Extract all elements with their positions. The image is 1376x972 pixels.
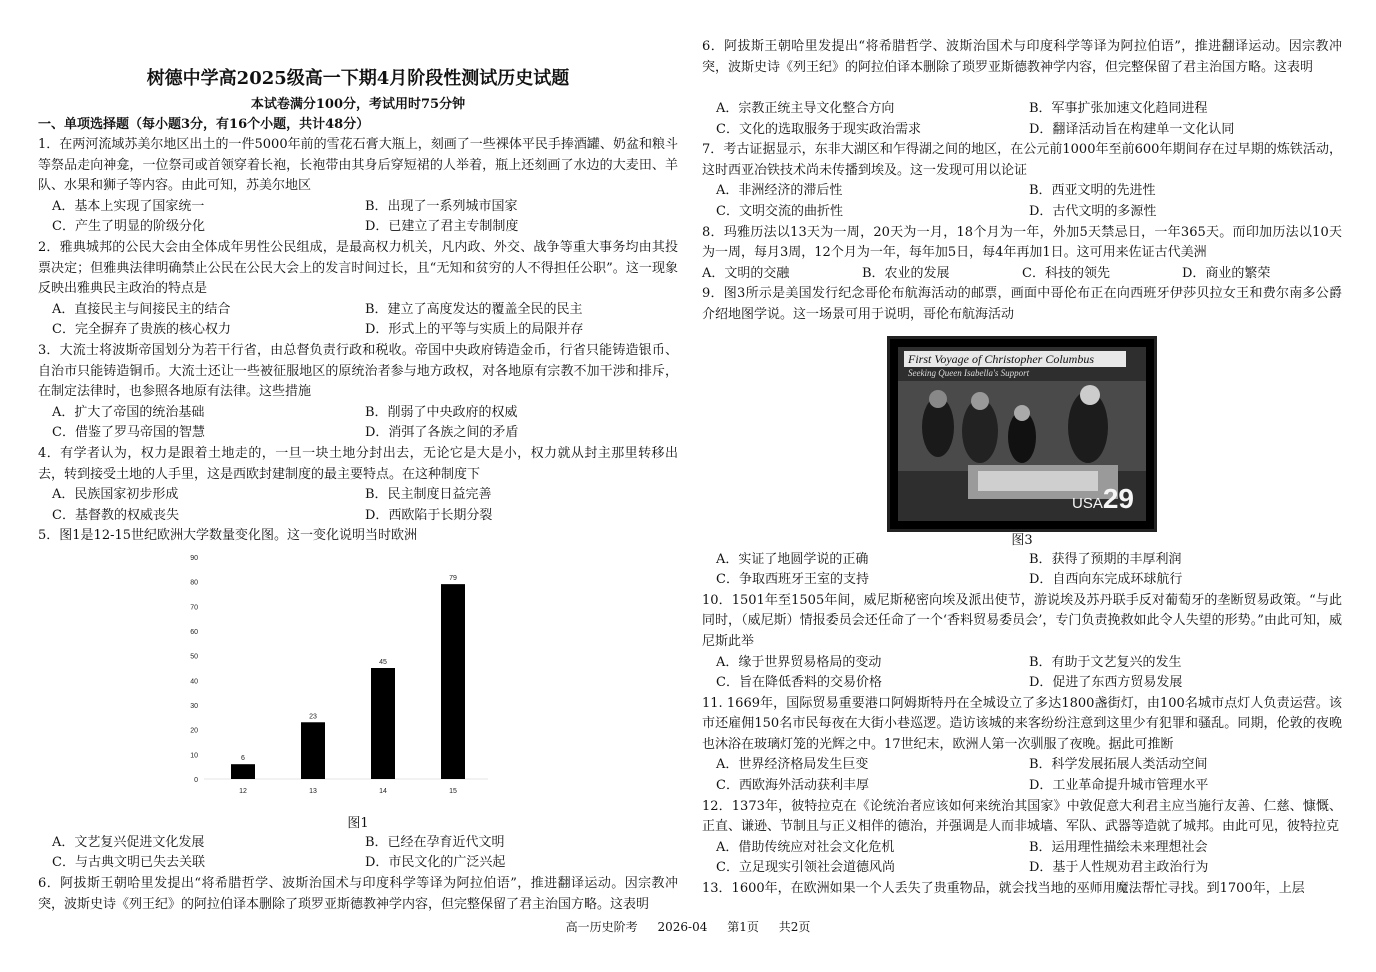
y-tick-label: 20 — [190, 727, 198, 735]
footer-course: 高一历史阶考 — [565, 920, 638, 934]
question-11 — [702, 694, 1342, 797]
option-b[interactable]: B．出现了一系列城市国家 — [365, 198, 518, 214]
option-b[interactable]: B．削弱了中央政府的权威 — [365, 404, 518, 420]
y-tick-label: 70 — [190, 604, 198, 612]
option-c[interactable]: C．产生了明显的阶级分化 — [52, 219, 205, 235]
bar-12 — [231, 764, 255, 779]
option-a[interactable]: A．实证了地圆学说的正确 — [716, 551, 869, 567]
question-stem: 13．1600年，在欧洲如果一个人丢失了贵重物品，就会找当地的巫师用魔法帮忙寻找。到1700年，上层 — [702, 881, 1305, 897]
question-2 — [38, 238, 678, 341]
option-c[interactable]: C．立足现实引领社会道德风尚 — [716, 860, 895, 876]
option-d[interactable]: D．商业的繁荣 — [1182, 265, 1271, 281]
question-stem: 2．雅典城邦的公民大会由全体成年男性公民组成，是最高权力机关，凡内政、外交、战争等重大事务均由其投票决定；但雅典法律明确禁止公民在公民大会上的发言时间过长，且“无知和贫穷的人不得担任公职”。这一现象反映出雅典民主政治的特点是 — [38, 239, 678, 297]
question-stem: 1．在两河流域苏美尔地区出土的一件5000年前的雪花石膏大瓶上，刻画了一些裸体平民手捧酒罐、奶盆和粮斗等祭品走向神龛，一位祭司或首领穿着长袍，长袍带由其身后穿短裙的人举着，瓶上还刻画了水边的大麦田、羊队、水果和狮子等内容。由此可知，苏美尔地区 — [38, 137, 678, 194]
option-b[interactable]: B．运用理性描绘未来理想社会 — [1029, 839, 1208, 855]
option-c[interactable]: C．争取西班牙王室的支持 — [716, 572, 869, 588]
option-b[interactable]: B．获得了预期的丰厚利润 — [1029, 551, 1182, 567]
option-d[interactable]: D．市民文化的广泛兴起 — [365, 855, 506, 871]
option-d[interactable]: D．促进了东西方贸易发展 — [1029, 675, 1183, 691]
data-label-13: 23 — [309, 713, 317, 721]
y-tick-label: 60 — [190, 628, 198, 636]
option-c[interactable]: C．文明交流的曲折性 — [716, 203, 843, 219]
question-stem: 11. 1669年，国际贸易重要港口阿姆斯特丹在全城设立了多达1800盏街灯，由100名城市点灯人负责运营。该市还雇佣150名市民每夜在大街小巷巡逻。造访该城的来客纷纷注意到这里少有犯罪和骚乱。同期，伦敦的夜晚也沐浴在玻璃灯笼的光辉之中。17世纪末，欧洲人第一次驯服了夜晚。据此可推断 — [702, 695, 1342, 752]
question-6-text: 6．阿拔斯王朝哈里发提出“将希腊哲学、波斯治国术与印度科学等译为阿拉伯语”，推进翻译运动。因宗教冲突，波斯史诗《列王纪》的阿拉伯译本删除了琐罗亚斯德教神学内容，但完整保留了君主治国方略。这表明 — [702, 39, 1342, 75]
footer-date: 2026-04 — [657, 920, 708, 934]
question-stem: 6．阿拔斯王朝哈里发提出“将希腊哲学、波斯治国术与印度科学等译为阿拉伯语”，推进翻译运动。因宗教冲突，波斯史诗《列王纪》的阿拉伯译本删除了琐罗亚斯德教神学内容，但完整保留了君主治国方略。这表明 — [38, 876, 678, 912]
question-stem-continued — [702, 39, 1342, 99]
options — [38, 403, 678, 444]
question-1 — [38, 135, 678, 238]
section-heading: 一、单项选择题（每小题3分，有16个小题，共计48分） — [38, 117, 370, 132]
option-d[interactable]: D．形式上的平等与实质上的局限并存 — [365, 322, 584, 338]
footer-total: 共2页 — [778, 920, 811, 934]
option-a[interactable]: A．宗教正统主导文化整合方向 — [716, 101, 895, 116]
question-4 — [38, 444, 678, 526]
option-c[interactable]: C．基督教的权威丧失 — [52, 507, 179, 523]
data-label-15: 79 — [449, 575, 457, 583]
option-b[interactable]: B．民主制度日益完善 — [365, 487, 492, 503]
option-d[interactable]: D．已建立了君主专制制度 — [365, 219, 519, 235]
option-d[interactable]: D．翻译活动旨在构建单一文化认同 — [1029, 121, 1235, 137]
figure-caption: 图3 — [1011, 532, 1033, 548]
stamp-picture — [898, 347, 1146, 521]
bar-chart-svg — [178, 547, 498, 805]
option-a[interactable]: A．非洲经济的滞后性 — [716, 183, 843, 199]
option-b[interactable]: B．农业的发展 — [862, 265, 950, 281]
option-a[interactable]: A．直接民主与间接民主的结合 — [52, 301, 231, 317]
option-b[interactable]: B．军事扩张加速文化趋同进程 — [1029, 101, 1208, 116]
x-tick-label-13: 13 — [309, 787, 317, 795]
question-6-continued — [702, 39, 1342, 140]
option-a[interactable]: A．文艺复兴促进文化发展 — [52, 834, 205, 850]
question-6 — [38, 874, 678, 912]
option-a[interactable]: A．借助传统应对社会文化危机 — [716, 839, 895, 855]
y-tick-label: 50 — [190, 653, 198, 661]
y-tick-label: 40 — [190, 678, 198, 686]
option-c[interactable]: C．科技的领先 — [1022, 265, 1110, 281]
options — [702, 181, 1342, 222]
y-tick-label: 80 — [190, 579, 198, 587]
question-stem: 8．玛雅历法以13天为一周，20天为一月，18个月为一年，外加5天禁忌日，一年365天。而印加历法以10天为一周，每月3周，12个月为一年，每年加5日，每4年再加1日。这可用来佐证古代美洲 — [702, 224, 1342, 261]
option-c[interactable]: C．借鉴了罗马帝国的智慧 — [52, 425, 205, 441]
option-a[interactable]: A．缘于世界贸易格局的变动 — [716, 654, 882, 670]
option-a[interactable]: A．文明的交融 — [702, 265, 790, 281]
right-column — [702, 0, 1342, 900]
exam-title: 树德中学高2025级高一下期4月阶段性测试历史试题 — [146, 68, 570, 89]
option-b[interactable]: B．建立了高度发达的覆盖全民的民主 — [365, 301, 583, 317]
option-b[interactable]: B．有助于文艺复兴的发生 — [1029, 654, 1182, 670]
option-a[interactable]: A．民族国家初步形成 — [52, 487, 179, 503]
option-d[interactable]: D．自西向东完成环球航行 — [1029, 572, 1183, 588]
options — [38, 300, 678, 341]
stamp-country: USA — [1072, 494, 1103, 512]
y-tick-label: 0 — [194, 776, 198, 784]
question-stem: 5．图1是12-15世纪欧洲大学数量变化图。这一变化说明当时欧洲 — [38, 528, 418, 544]
stamp-value: 29 — [1102, 482, 1134, 514]
footer-page: 第1页 — [727, 920, 759, 934]
question-stem: 9．图3所示是美国发行纪念哥伦布航海活动的邮票，画面中哥伦布正在向西班牙伊莎贝拉女王和费尔南多公爵介绍地图学说。这一场景可用于说明，哥伦布航海活动 — [702, 286, 1342, 322]
x-tick-label-12: 12 — [239, 787, 247, 795]
figure-caption: 图1 — [347, 815, 369, 831]
option-c[interactable]: C．旨在降低香料的交易价格 — [716, 675, 882, 691]
options — [702, 838, 1342, 879]
left-column — [38, 0, 678, 912]
question-9 — [702, 284, 1342, 590]
options — [38, 485, 678, 526]
option-a[interactable]: A．基本上实现了国家统一 — [52, 198, 205, 214]
options — [38, 833, 678, 874]
option-c[interactable]: C．与古典文明已失去关联 — [52, 855, 205, 871]
question-10 — [702, 591, 1342, 694]
stamp-headline: First Voyage of Christopher Columbus — [904, 351, 1126, 367]
options — [702, 264, 1342, 285]
question-stem: 3．大流士将波斯帝国划分为若干行省，由总督负责行政和税收。帝国中央政府铸造金币，行省只能铸造银币、自治市只能铸造铜币。大流士还让一些被征服地区的原统治者参与地方政权，对各地原有宗教不加干涉和排斥，在制定法律时，也参照各地原有法律。这些措施 — [38, 342, 678, 400]
option-d[interactable]: D．消弭了各族之间的矛盾 — [365, 425, 519, 441]
university-count-chart — [178, 547, 498, 815]
exam-subtitle: 本试卷满分100分，考试用时75分钟 — [250, 97, 466, 112]
columbus-stamp-image — [887, 336, 1157, 532]
question-5 — [38, 526, 678, 874]
y-tick-label: 10 — [190, 752, 198, 760]
option-d[interactable]: D．工业革命提升城市管理水平 — [1029, 778, 1209, 794]
bar-14 — [371, 668, 395, 779]
y-tick-label: 90 — [190, 554, 198, 562]
question-7 — [702, 140, 1342, 222]
options — [702, 653, 1342, 694]
y-tick-label: 30 — [190, 702, 198, 710]
page-footer — [0, 918, 1376, 935]
option-d[interactable]: D．西欧陷于长期分裂 — [365, 507, 493, 523]
stamp-denomination — [1072, 482, 1134, 515]
question-13 — [702, 879, 1342, 900]
data-label-12: 6 — [241, 755, 245, 763]
option-d[interactable]: D．基于人性规劝君主政治行为 — [1029, 860, 1209, 876]
option-b[interactable]: B．科学发展拓展人类活动空间 — [1029, 757, 1208, 773]
stamp-subline: Seeking Queen Isabella's Support — [908, 367, 1030, 378]
bar-13 — [301, 722, 325, 779]
question-stem: 7．考古证据显示，东非大湖区和乍得湖之间的地区，在公元前1000年至前600年期间存在过早期的炼铁活动，这时西亚冶铁技术尚未传播到埃及。这一发现可用以论证 — [702, 142, 1342, 178]
option-b[interactable]: B．西亚文明的先进性 — [1029, 183, 1156, 199]
x-tick-label-15: 15 — [449, 787, 457, 795]
question-stem: 12．1373年，彼特拉克在《论统治者应该如何来统治其国家》中敦促意大利君主应当施行友善、仁慈、慷慨、正直、谦逊、节制且与正义相伴的德治，并强调是人而非城墙、军队、武器等造就了城邦。由此可见，彼特拉克 — [702, 798, 1342, 835]
options — [702, 99, 1342, 140]
bar-15 — [441, 584, 465, 779]
option-c[interactable]: C．文化的选取服务于现实政治需求 — [716, 121, 921, 137]
option-a[interactable]: A．扩大了帝国的统治基础 — [52, 404, 205, 420]
question-8 — [702, 223, 1342, 285]
question-3 — [38, 341, 678, 444]
question-stem: 4．有学者认为，权力是跟着土地走的，一旦一块土地分封出去，无论它是大是小，权力就从封主那里转移出去，转到接受土地的人手里，这是西欧封建制度的最主要特点。在这种制度下 — [38, 445, 678, 482]
option-a[interactable]: A．世界经济格局发生巨变 — [716, 757, 869, 773]
question-12 — [702, 797, 1342, 879]
options — [702, 550, 1342, 591]
option-b[interactable]: B．已经在孕育近代文明 — [365, 834, 505, 850]
options — [38, 197, 678, 238]
option-c[interactable]: C．西欧海外活动获利丰厚 — [716, 778, 869, 794]
option-d[interactable]: D．古代文明的多源性 — [1029, 203, 1157, 219]
options — [702, 755, 1342, 796]
option-c[interactable]: C．完全摒弃了贵族的核心权力 — [52, 322, 231, 338]
question-stem: 10．1501年至1505年间，威尼斯秘密向埃及派出使节，游说埃及苏丹联手反对葡萄牙的垄断贸易政策。“与此同时，（威尼斯）情报委员会还任命了一个‘香料贸易委员会’，专门负责挽救如此令人失望的形势。”由此可知，威尼斯此举 — [702, 592, 1342, 649]
x-tick-label-14: 14 — [379, 787, 387, 795]
data-label-14: 45 — [379, 658, 387, 666]
